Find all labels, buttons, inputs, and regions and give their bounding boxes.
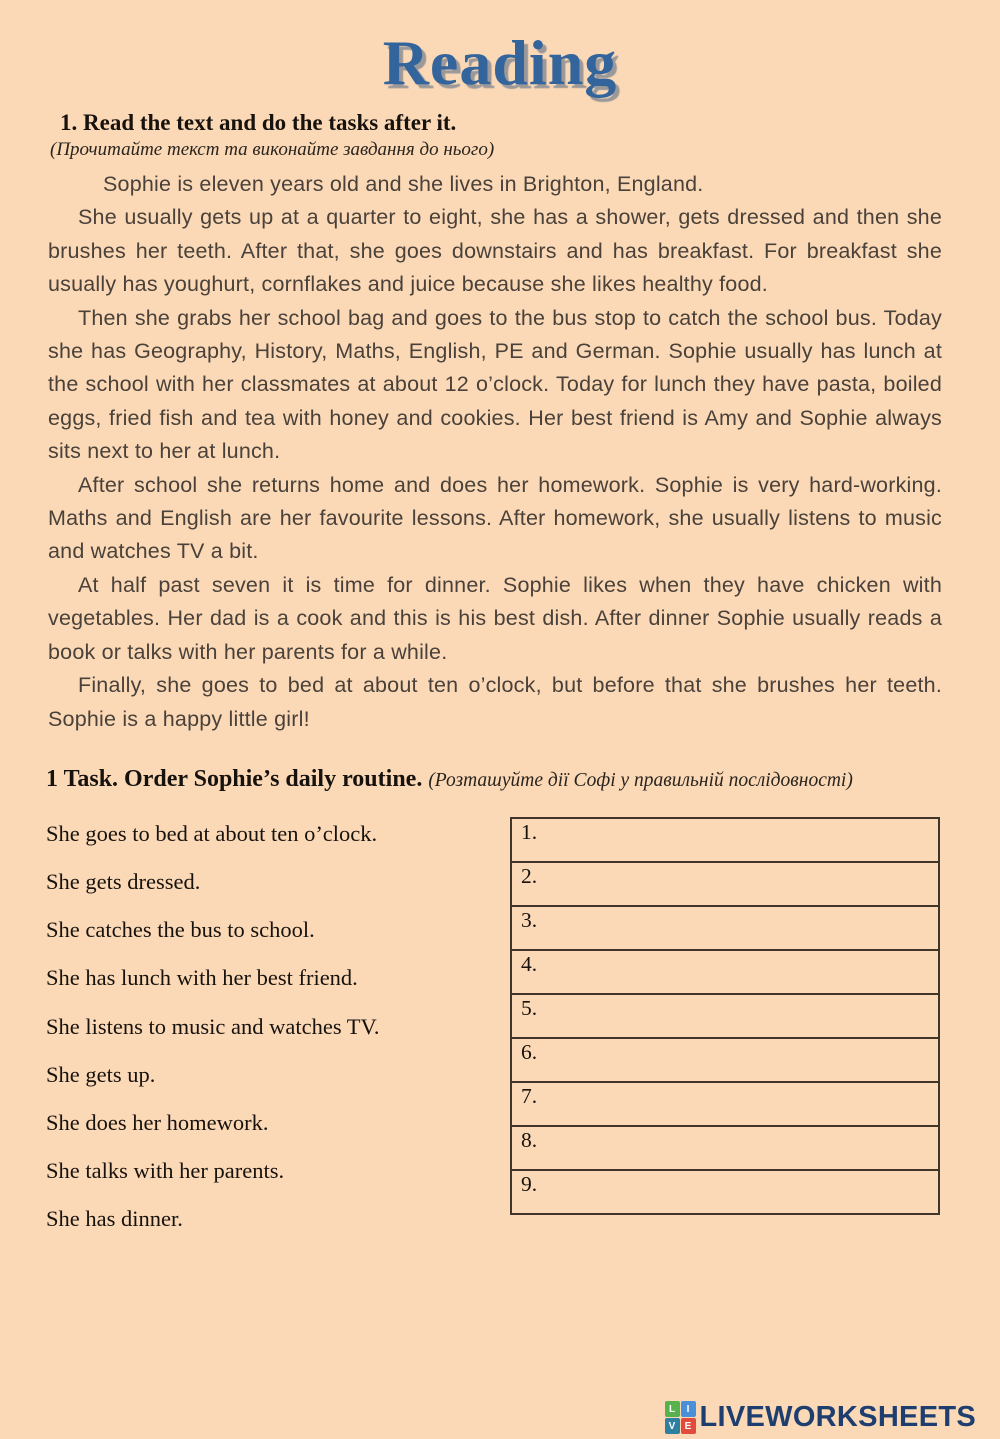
table-row xyxy=(511,950,939,994)
table-row xyxy=(511,862,939,906)
logo-tile-e: E xyxy=(681,1418,696,1434)
liveworksheets-logo-icon xyxy=(665,1401,696,1434)
task-subheading-ukrainian: (Розташуйте дії Софі у правильній послідовності) xyxy=(428,769,853,791)
task-heading-row xyxy=(46,766,942,793)
table-row xyxy=(511,1082,939,1126)
brand-wordmark: LIVEWORKSHEETS xyxy=(699,1401,976,1433)
passage-paragraph: Finally, she goes to bed at about ten o’clock, but before that she brushes her teeth. Sophie is a happy little girl! xyxy=(48,673,942,731)
answer-cell-5[interactable]: 5. xyxy=(511,994,939,1038)
logo-tile-l: L xyxy=(665,1401,680,1417)
routine-sentence: She does her homework. xyxy=(46,1110,269,1136)
routine-sentence: She gets up. xyxy=(46,1061,156,1087)
passage-paragraph: She usually gets up at a quarter to eight, she has a shower, gets dressed and then she brushes her teeth. After that, she goes downstairs and has breakfast. For breakfast she usually has youghurt, cornflakes and juice because she likes healthy food. xyxy=(48,205,942,297)
answer-cell-4[interactable]: 4. xyxy=(511,950,939,994)
ordering-exercise xyxy=(46,817,1000,1255)
table-row xyxy=(511,1038,939,1082)
table-row xyxy=(511,1126,939,1170)
table-row xyxy=(511,906,939,950)
answer-cell-1[interactable]: 1. xyxy=(511,818,939,862)
routine-sentence: She gets dressed. xyxy=(46,869,201,895)
section-heading: 1. Read the text and do the tasks after it. xyxy=(60,110,457,135)
logo-tile-i: I xyxy=(681,1401,696,1417)
routine-sentence: She talks with her parents. xyxy=(46,1158,285,1184)
answer-cell-9[interactable]: 9. xyxy=(511,1170,939,1214)
reading-passage xyxy=(48,168,942,736)
answer-cell-6[interactable]: 6. xyxy=(511,1038,939,1082)
liveworksheets-branding xyxy=(665,1401,977,1434)
routine-sentence: She has lunch with her best friend. xyxy=(46,965,358,991)
table-row xyxy=(511,818,939,862)
page-title: Reading xyxy=(382,27,618,98)
table-row xyxy=(511,994,939,1038)
logo-tile-v: V xyxy=(665,1418,680,1434)
answer-cell-8[interactable]: 8. xyxy=(511,1126,939,1170)
table-row xyxy=(511,1170,939,1214)
worksheet-page xyxy=(0,26,1000,1439)
passage-paragraph: After school she returns home and does her homework. Sophie is very hard-working. Maths and English are her favourite lessons. After homework, she usually listens to music and watches TV a bit. xyxy=(48,472,942,564)
passage-paragraph: Sophie is eleven years old and she lives in Brighton, England. xyxy=(103,172,704,196)
answer-cell-2[interactable]: 2. xyxy=(511,862,939,906)
routine-sentence-list xyxy=(46,817,510,1255)
passage-paragraph: Then she grabs her school bag and goes to the bus stop to catch the school bus. Today she has Geography, History, Maths, English, PE and German. Sophie usually has lunch at the school with her classmates at about 12 o’clock. Today for lunch they have pasta, boiled eggs, fried fish and tea with honey and cookies. Her best friend is Amy and Sophie always sits next to her at lunch. xyxy=(48,305,942,464)
routine-sentence: She has dinner. xyxy=(46,1206,183,1232)
routine-sentence: She goes to bed at about ten o’clock. xyxy=(46,820,378,846)
passage-paragraph: At half past seven it is time for dinner. Sophie likes when they have chicken with vegetables. Her dad is a cook and this is his best dish. After dinner Sophie usually reads a book or talks with her parents for a while. xyxy=(48,572,942,664)
answer-cell-7[interactable]: 7. xyxy=(511,1082,939,1126)
routine-sentence: She catches the bus to school. xyxy=(46,917,315,943)
task-heading: 1 Task. Order Sophie’s daily routine. xyxy=(46,765,423,792)
answer-table xyxy=(510,817,940,1215)
section-subheading-ukrainian: (Прочитайте текст та виконайте завдання до нього) xyxy=(50,139,495,160)
routine-sentence: She listens to music and watches TV. xyxy=(46,1013,380,1039)
answer-cell-3[interactable]: 3. xyxy=(511,906,939,950)
